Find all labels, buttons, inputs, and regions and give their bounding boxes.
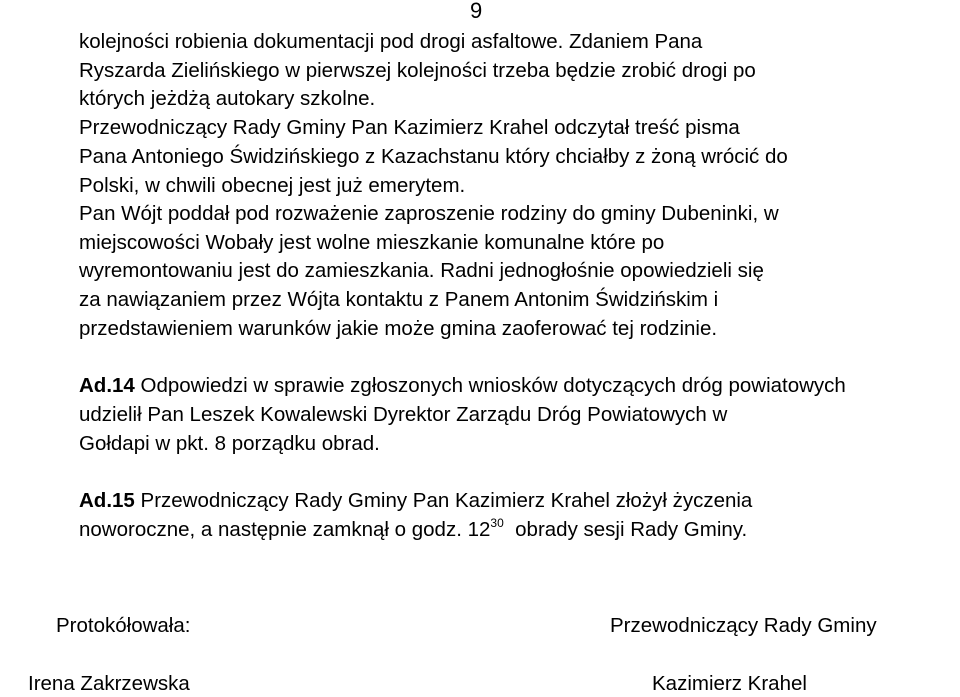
- text-line: miejscowości Wobały jest wolne mieszkanie komunalne które po: [79, 231, 665, 254]
- time-minutes-superscript: 30: [490, 516, 504, 530]
- text-line: których jeżdżą autokary szkolne.: [79, 87, 376, 110]
- text-line: przedstawieniem warunków jakie może gmina zaoferować tej rodzinie.: [79, 317, 718, 340]
- text-line: Pan Wójt poddał pod rozważenie zaproszenie rodziny do gminy Dubeninki, w: [79, 202, 779, 225]
- text-line: Polski, w chwili obecnej jest już emerytem.: [79, 174, 466, 197]
- signature-right-name: Kazimierz Krahel: [652, 672, 807, 695]
- text-line: [79, 488, 752, 514]
- text-line: kolejności robienia dokumentacji pod drogi asfaltowe. Zdaniem Pana: [79, 30, 703, 53]
- text-line: Przewodniczący Rady Gminy Pan Kazimierz Krahel odczytał treść pisma: [79, 116, 740, 139]
- item-text: Odpowiedzi w sprawie zgłoszonych wniosków dotyczących dróg powiatowych: [134, 374, 846, 397]
- signature-right-title: Przewodniczący Rady Gminy: [610, 614, 877, 637]
- item-label: Ad.14: [79, 374, 135, 397]
- item-text: obrady sesji Rady Gminy.: [503, 518, 748, 541]
- text-line: Pana Antoniego Świdzińskiego z Kazachstanu który chciałby z żoną wrócić do: [79, 145, 788, 168]
- signature-left-title: Protokółowała:: [56, 614, 191, 637]
- signature-left-name: Irena Zakrzewska: [28, 672, 190, 695]
- text-line: [79, 373, 846, 399]
- text-line: Gołdapi w pkt. 8 porządku obrad.: [79, 432, 380, 455]
- text-line: za nawiązaniem przez Wójta kontaktu z Panem Antonim Świdzińskim i: [79, 288, 719, 311]
- item-text: Przewodniczący Rady Gminy Pan Kazimierz Krahel złożył życzenia: [134, 489, 753, 512]
- item-label: Ad.15: [79, 489, 135, 512]
- item-text: noworoczne, a następnie zamknął o godz. 12: [79, 518, 491, 541]
- text-line: Ryszarda Zielińskiego w pierwszej kolejności trzeba będzie zrobić drogi po: [79, 59, 756, 82]
- text-line: [79, 517, 747, 543]
- page-number: 9: [470, 0, 483, 23]
- text-line: wyremontowaniu jest do zamieszkania. Radni jednogłośnie opowiedzieli się: [79, 259, 764, 282]
- text-line: udzielił Pan Leszek Kowalewski Dyrektor Zarządu Dróg Powiatowych w: [79, 403, 728, 426]
